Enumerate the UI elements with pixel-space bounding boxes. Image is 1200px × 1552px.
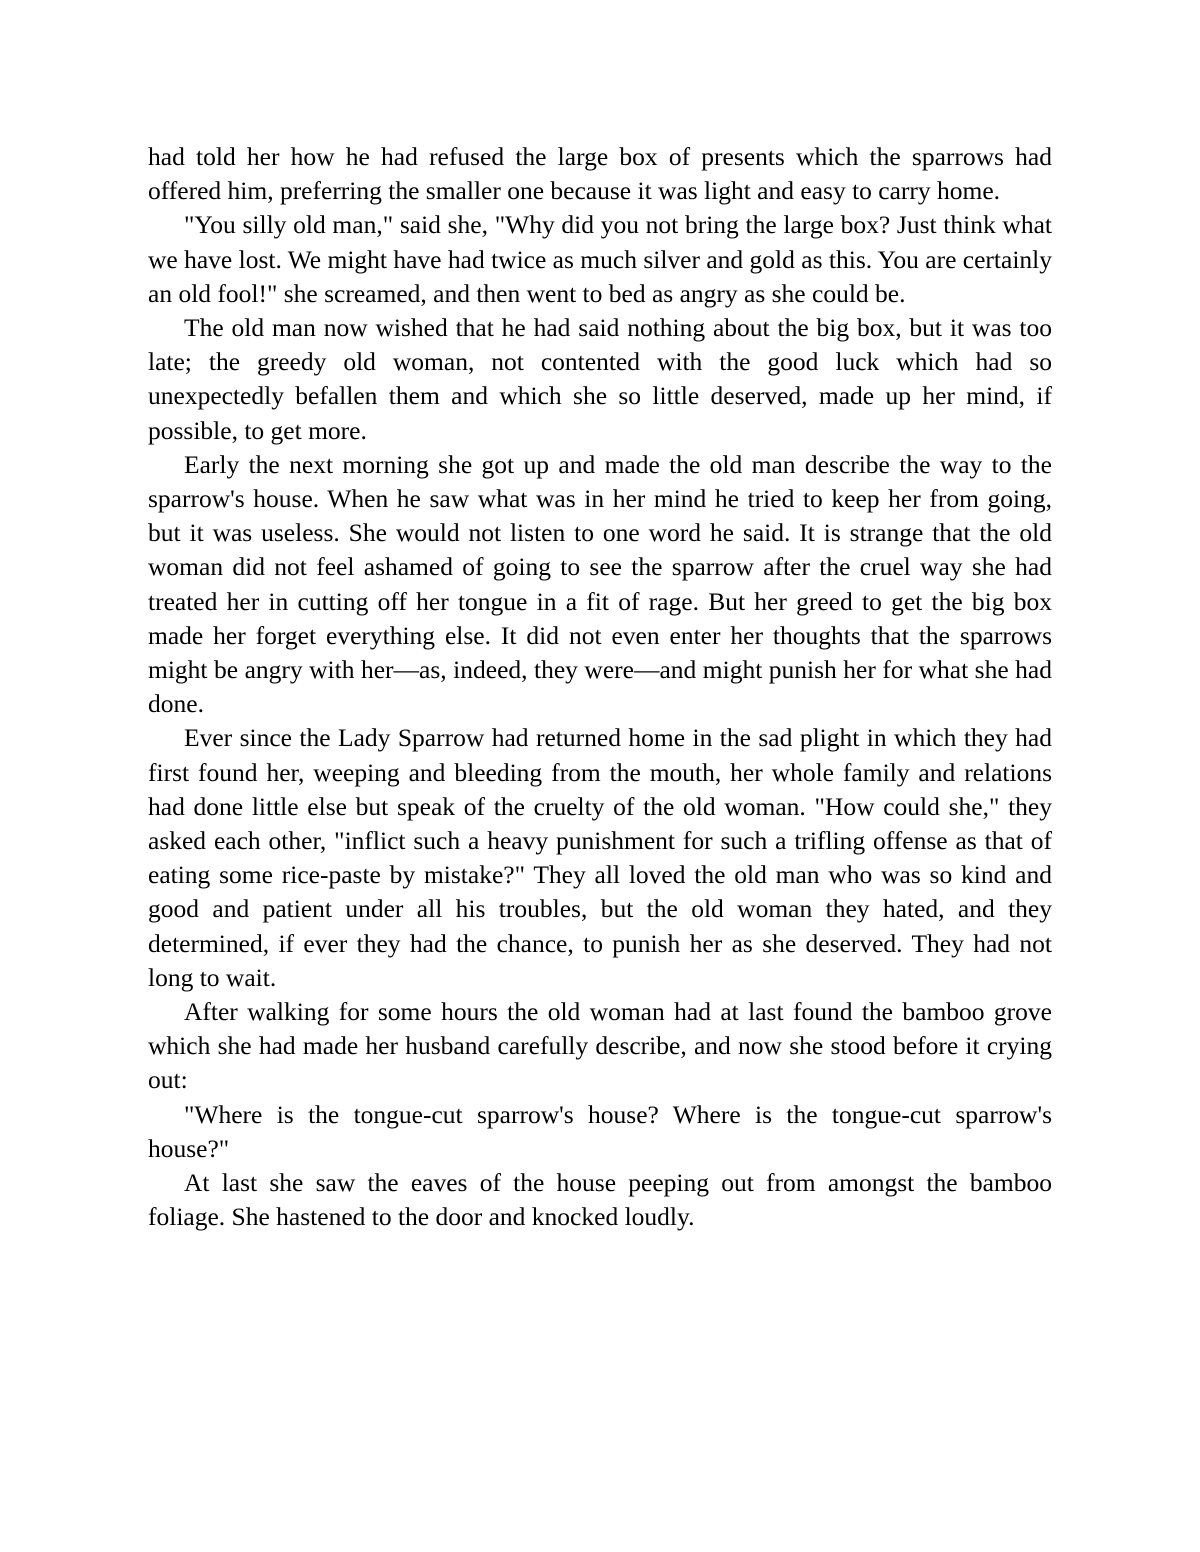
paragraph: "Where is the tongue-cut sparrow's house? Where is the tongue-cut sparrow's house?" xyxy=(148,1099,1052,1163)
body-text xyxy=(148,140,1052,1235)
paragraph: Early the next morning she got up and made the old man describe the way to the sparrow's house. When he saw what was in her mind he tried to keep her from going, but it was useless. She would not listen to one word he said. It is strange that the old woman did not feel ashamed of going to see the sparrow after the cruel way she had treated her in cutting off her tongue in a fit of rage. But her greed to get the big box made her forget everything else. It did not even enter her thoughts that the sparrows might be angry with her—as, indeed, they were—and might punish her for what she had done. xyxy=(148,449,1052,719)
paragraph: "You silly old man," said she, "Why did you not bring the large box? Just think what we have lost. We might have had twice as much silver and gold as this. You are certainly an old fool!" she screamed, and then went to bed as angry as she could be. xyxy=(148,210,1052,308)
paragraph: The old man now wished that he had said nothing about the big box, but it was too late; the greedy old woman, not contented with the good luck which had so unexpectedly befallen them and which she so little deserved, made up her mind, if possible, to get more. xyxy=(148,313,1052,445)
paragraph: At last she saw the eaves of the house peeping out from amongst the bamboo foliage. She hastened to the door and knocked loudly. xyxy=(148,1168,1052,1232)
paragraph: Ever since the Lady Sparrow had returned home in the sad plight in which they had first found her, weeping and bleeding from the mouth, her whole family and relations had done little else but speak of the cruelty of the old woman. "How could she," they asked each other, "inflict such a heavy punishment for such a trifling offense as that of eating some rice-paste by mistake?" They all loved the old man who was so kind and good and patient under all his troubles, but the old woman they hated, and they determined, if ever they had the chance, to punish her as she deserved. They had not long to wait. xyxy=(148,723,1052,992)
paragraph: After walking for some hours the old woman had at last found the bamboo grove which she had made her husband carefully describe, and now she stood before it crying out: xyxy=(148,997,1052,1095)
paragraph: had told her how he had refused the large box of presents which the sparrows had offered him, preferring the smaller one because it was light and easy to carry home. xyxy=(148,142,1052,206)
